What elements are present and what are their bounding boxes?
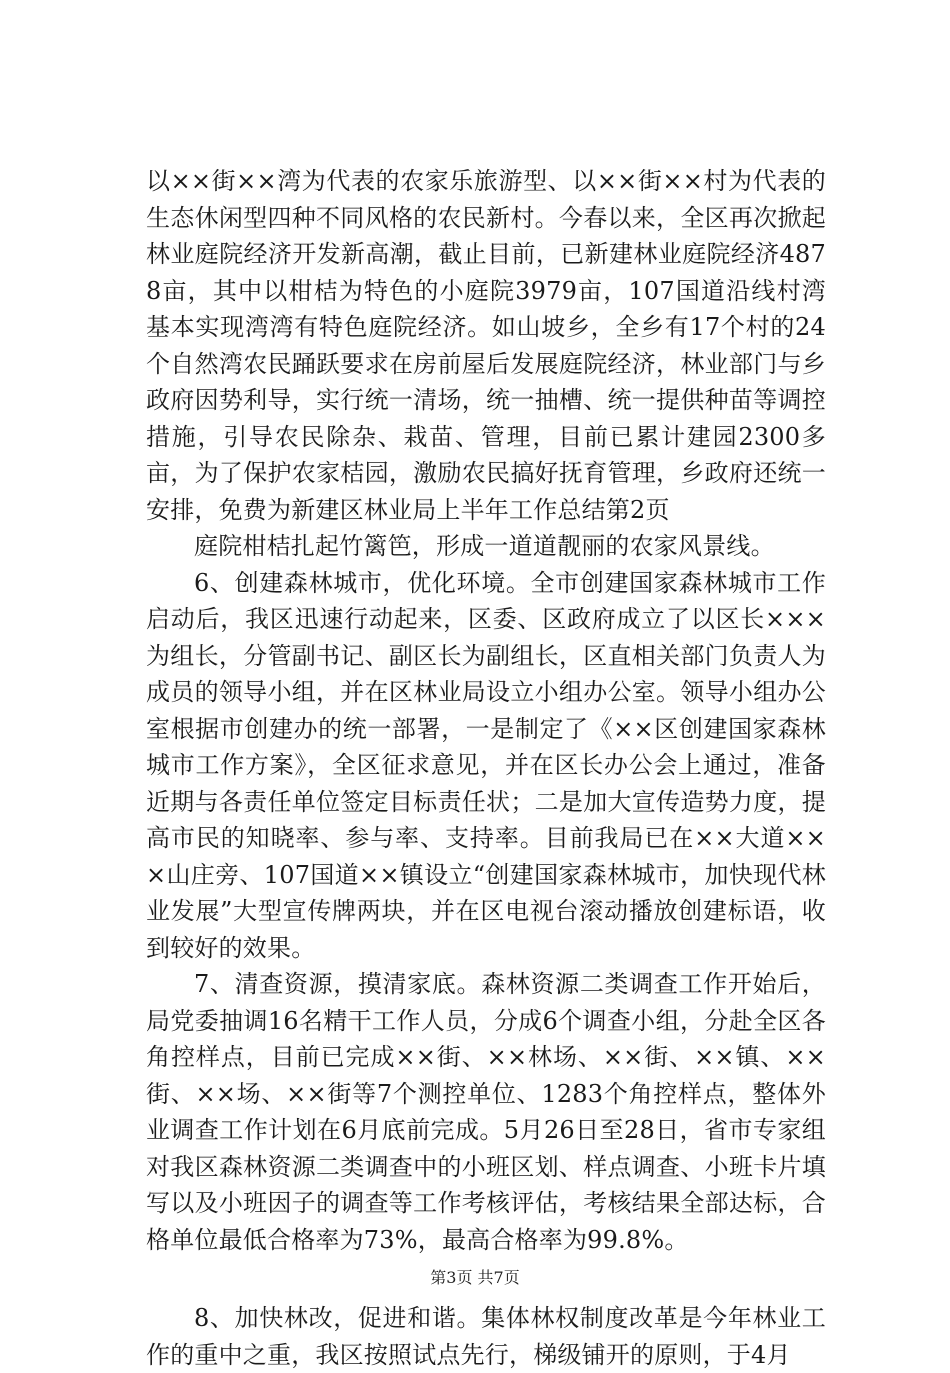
page-number-footer: 第3页 共7页 (430, 1268, 520, 1287)
paragraph-continued: 以××街××湾为代表的农家乐旅游型、以××街××村为代表的生态休闲型四种不同风格的农民新村。今春以来，全区再次掀起林业庭院经济开发新高潮，截止目前，已新建林业庭院经济4878亩，其中以柑桔为特色的小庭院3979亩，107国道沿线村湾基本实现湾湾有特色庭院经济。如山坡乡，全乡有17个村的24个自然湾农民踊跃要求在房前屋后发展庭院经济，林业部门与乡政府因势利导，实行统一清场，统一抽槽、统一提供种苗等调控措施，引导农民除杂、栽苗、管理，目前已累计建园2300多亩，为了保护农家桔园，激励农民搞好抚育管理，乡政府还统一安排，免费为新建区林业局上半年工作总结第2页 (146, 167, 826, 524)
paragraph-resource-survey: 7、清查资源，摸清家底。森林资源二类调查工作开始后，局党委抽调16名精干工作人员，分成6个调查小组，分赴全区各角控样点，目前已完成××街、××林场、××街、××镇、××街、××场、××街等7个测控单位、1283个角控样点，整体外业调查工作计划在6月底前完成。5月26日至28日，省市专家组对我区森林资源二类调查中的小班区划、样点调查、小班卡片填写以及小班因子的调查等工作考核评估，考核结果全部达标，合格单位最低合格率为73%，最高合格率为99.8%。 (146, 970, 826, 1254)
paragraph-courtyard-fence: 庭院柑桔扎起竹篱笆，形成一道道靓丽的农家风景线。 (194, 532, 775, 560)
document-body (146, 163, 826, 1373)
paragraph-forest-reform: 8、加快林改，促进和谐。集体林权制度改革是今年林业工作的重中之重，我区按照试点先行，梯级铺开的原则，于4月 (146, 1304, 826, 1369)
paragraph-forest-city: 6、创建森林城市，优化环境。全市创建国家森林城市工作启动后，我区迅速行动起来，区委、区政府成立了以区长×××为组长，分管副书记、副区长为副组长，区直相关部门负责人为成员的领导小组，并在区林业局设立小组办公室。领导小组办公室根据市创建办的统一部署，一是制定了《××区创建国家森林城市工作方案》，全区征求意见，并在区长办公会上通过，准备近期与各责任单位签定目标责任状；二是加大宣传造势力度，提高市民的知晓率、参与率、支持率。目前我局已在××大道×××山庄旁、107国道××镇设立“创建国家森林城市，加快现代林业发展”大型宣传牌两块，并在区电视台滚动播放创建标语，收到较好的效果。 (146, 568, 826, 962)
